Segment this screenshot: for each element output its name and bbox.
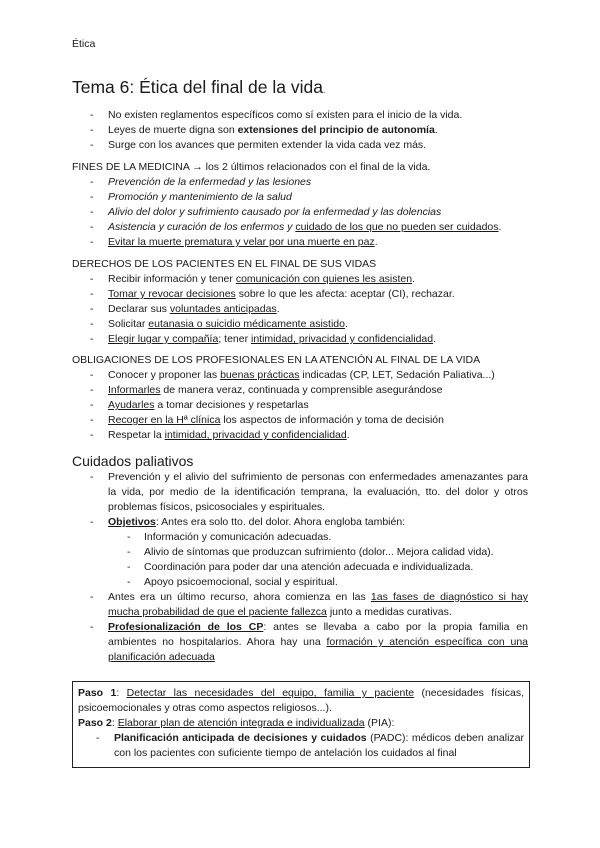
list-item: - Planificación anticipada de decisiones y cuidados (PADC): médicos deben analizar con los pacientes con suficiente tiempo de antelación los cuidados al final xyxy=(78,731,524,761)
list-item: - Recibir información y tener comunicación con quienes les asisten. xyxy=(72,272,528,287)
derechos-section xyxy=(72,257,528,347)
list-item: - Evitar la muerte prematura y velar por una muerte en paz. xyxy=(72,235,528,250)
title-dot: . xyxy=(322,86,326,95)
cuidados-section xyxy=(72,452,528,665)
list-item: - Tomar y revocar decisiones sobre lo que les afecta: aceptar (CI), rechazar. xyxy=(72,287,528,302)
list-item: - Elegir lugar y compañía; tener intimidad, privacidad y confidencialidad. xyxy=(72,332,528,347)
list-item: - Leyes de muerte digna son extensiones del principio de autonomía. xyxy=(72,123,528,138)
pasos-box xyxy=(72,681,530,768)
sub-list-item: - Información y comunicación adecuadas. xyxy=(72,530,528,545)
page-header: Ética xyxy=(72,38,96,50)
list-item: - Antes era un último recurso, ahora comienza en las 1as fases de diagnóstico si hay mucha probabilidad de que el paciente fallezca junto a medidas curativas. xyxy=(72,590,528,620)
list-item: - Respetar la intimidad, privacidad y confidencialidad. xyxy=(72,428,528,443)
list-item: - Solicitar eutanasia o suicidio médicamente asistido. xyxy=(72,317,528,332)
sub-list-item: - Apoyo psicoemocional, social y espiritual. xyxy=(72,575,528,590)
list-item: - No existen reglamentos específicos como sí existen para el inicio de la vida. xyxy=(72,108,528,123)
title-text: Tema 6: Ética del final de la vida xyxy=(72,77,323,97)
intro-section xyxy=(72,108,528,153)
sub-list-item: - Alivio de síntomas que produzcan sufrimiento (dolor... Mejora calidad vida). xyxy=(72,545,528,560)
list-item: - Conocer y proponer las buenas prácticas indicadas (CP, LET, Sedación Paliativa...) xyxy=(72,368,528,383)
section-heading: OBLIGACIONES DE LOS PROFESIONALES EN LA ATENCIÓN AL FINAL DE LA VIDA xyxy=(72,354,481,366)
list-item: - Declarar sus voluntades anticipadas. xyxy=(72,302,528,317)
list-item: - Alivio del dolor y sufrimiento causado por la enfermedad y las dolencias xyxy=(72,205,528,220)
list-item: - Profesionalización de los CP: antes se llevaba a cabo por la propia familia en ambientes no hospitalarios. Ahora hay una formación y atención específica con una planificación adecuada xyxy=(72,620,528,665)
sub-list-item: - Coordinación para poder dar una atención adecuada e individualizada. xyxy=(72,560,528,575)
list-item: - Informarles de manera veraz, continuada y comprensible asegurándose xyxy=(72,383,528,398)
page-title xyxy=(72,76,325,102)
section-heading: DERECHOS DE LOS PACIENTES EN EL FINAL DE SUS VIDAS xyxy=(72,258,377,270)
obligaciones-section xyxy=(72,353,528,443)
list-item: - Prevención de la enfermedad y las lesiones xyxy=(72,175,528,190)
list-item: - Surge con los avances que permiten extender la vida cada vez más. xyxy=(72,138,528,153)
list-item: - Prevención y el alivio del sufrimiento de personas con enfermedades amenazantes para la vida, por medio de la identificación temprana, la evaluación, tto. del dolor y otros problemas físicos, psicosociales y espirituales. xyxy=(72,470,528,515)
list-item: - Asistencia y curación de los enfermos y cuidado de los que no pueden ser cuidados. xyxy=(72,220,528,235)
section-heading: FINES DE LA MEDICINA → los 2 últimos relacionados con el final de la vida. xyxy=(72,161,431,173)
list-item: - Recoger en la Hª clínica los aspectos de información y toma de decisión xyxy=(72,413,528,428)
paso-2: Paso 2: Elaborar plan de atención integrada e individualizada (PIA): xyxy=(78,717,395,729)
paso-1: Paso 1: Detectar las necesidades del equipo, familia y paciente (necesidades físicas, psicoemocionales y otras como aspectos religiosos...). xyxy=(78,687,524,714)
list-item: - Promoción y mantenimiento de la salud xyxy=(72,190,528,205)
section-subtitle: Cuidados paliativos xyxy=(72,453,194,469)
list-item: - Objetivos: Antes era solo tto. del dolor. Ahora engloba también: xyxy=(72,515,528,530)
list-item: - Ayudarles a tomar decisiones y respetarlas xyxy=(72,398,528,413)
fines-section xyxy=(72,160,528,250)
